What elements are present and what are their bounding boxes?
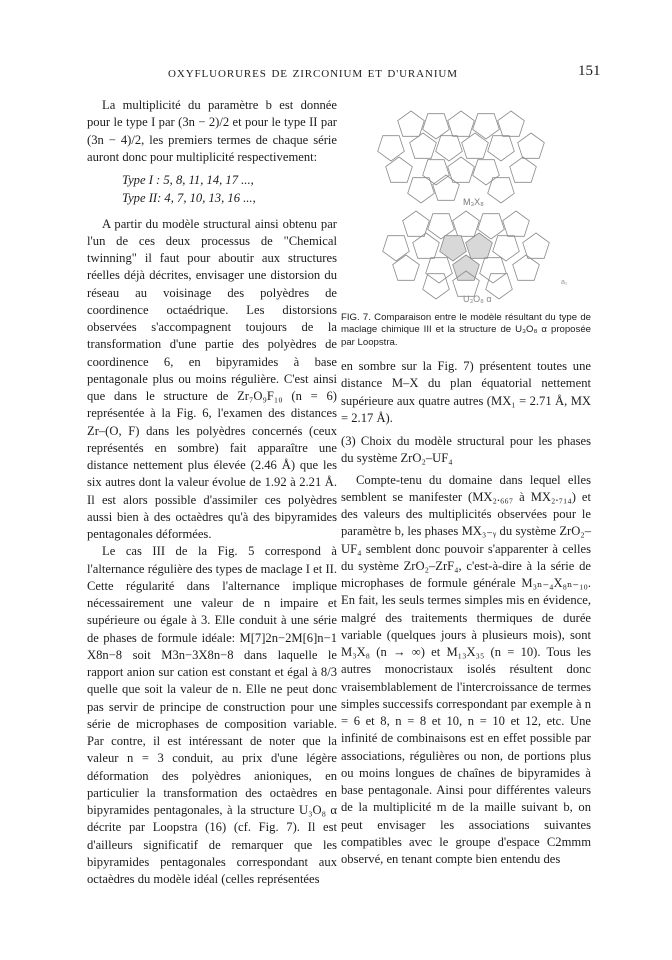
- pentagon-shape: [510, 157, 537, 182]
- pentagon-shape: [433, 175, 460, 200]
- pentagon-shape: [423, 160, 450, 185]
- figure-7: [341, 97, 591, 343]
- label-axes: a₁: [561, 279, 568, 286]
- type-series: [87, 172, 337, 208]
- pentagon-shape: [473, 160, 500, 185]
- type-2-series: Type II: 4, 7, 10, 13, 16 ...,: [122, 191, 256, 206]
- paragraph-multiplicity: La multiplicité du paramètre b est donnée pour le type I par (3n − 2)/2 et pour le type II par (3n − 4)/2, les premiers termes de chaque série auront donc pour multiplicité respectivement:: [87, 98, 337, 164]
- pentagon-shape: [462, 133, 489, 158]
- pentagon-shape: [488, 178, 515, 203]
- pentagon-shape: [423, 274, 450, 299]
- u3o8-tiling: [383, 211, 550, 299]
- pentagon-shape: [488, 136, 515, 161]
- pentagon-shape: [448, 157, 475, 182]
- paragraph-model-choice: Compte-tenu du domaine dans lequel elles semblent se manifester (MX₂.₆₆₇ à MX₂.₇₁₄) et des valeurs des multiplicités observées pour le paramètre b, les phases MX₃₋ᵧ du système ZrO₂–UF₄ semblent donc pouvoir s'apparenter à celles du système ZrO₂–ZrF₄, c'est-à-dire à la série de microphases de formule générale M₃ₙ₋₄X₈ₙ₋₁₀. En fait, les seuls termes simples mis en évidence, malgré des traitements thermiques de durée variable (quelques jours à plusieurs mois), sont M₃X₈ (n → ∞) et M₁₃X₃₅ (n = 10). Tous les autres monocristaux isolés résultent donc vraisemblablement de l'intercroissance de termes simples successifs correspondant par exemple à n = 6 et 8, n = 8 et 10, n = 10 et 12, etc. Une infinité de combinaisons est en effet possible par associations, régulières ou non, de portions plus ou moins longues de chaînes de bipyramides à base pentagonale. Ainsi pour différentes valeurs de la multiplicité m de la maille suivant b, on peut envisager les associations suivantes compatibles avec le groupe d'espace C2mmm observé, en tenant compte bien entendu des: [341, 472, 591, 866]
- pentagon-shape: [503, 211, 530, 236]
- pentagon-shape: [393, 255, 420, 280]
- pentagon-shape: [408, 178, 435, 203]
- pentagon-shape: [398, 111, 425, 136]
- pentagon-shape: [436, 136, 463, 161]
- section-heading: (3) Choix du modèle structural pour les phases du système ZrO₂–UF₄: [341, 434, 591, 466]
- pentagon-shape: [518, 133, 545, 158]
- left-column: [87, 97, 337, 888]
- figure-7-drawing: [341, 97, 591, 307]
- pentagon-shape: [426, 258, 453, 283]
- paragraph-continuation: en sombre sur la Fig. 7) présentent toutes une distance M–X du plan équatorial nettement supérieure aux quatre autres (MX₁ = 2.71 Å, MX = 2.17 Å).: [341, 359, 591, 425]
- paragraph-case-iii: Le cas III de la Fig. 5 correspond à l'alternance régulière des types de maclage I et II. Cette régularité dans l'alternance implique nécessairement une valeur de n impaire et supérieure ou égale à 3. Elle conduit à une série de phases de formule idéale: M[7]2n−2M[6]n−1 X8n−8 soit M3n−3X8n−8 dans laquelle le rapport anion sur cation est constant et égal à 8/3 quelle que soit la valeur de n. Elle ne peut donc pas servir de principe de construction pour une série de microphases de composition variable. Par contre, il est intéressant de noter que la valeur n = 3 conduit, au prix d'une légère déformation des polyèdres anioniques, en particulier la transformation des octaèdres en bipyramides pentagonales, à la structure U₃O₈ α décrite par Loopstra (16) (cf. Fig. 7). Il est d'ailleurs significatif de remarquer que les bipyramides pentagonales correspondant aux octaèdres du modèle idéal (celles représentées: [87, 544, 337, 886]
- pentagon-shape: [428, 214, 455, 239]
- pentagon-shape: [498, 111, 525, 136]
- pentagon-shape: [386, 157, 413, 182]
- figure-7-caption: FIG. 7. Comparaison entre le modèle résultant du type de maclage chimique III et la structure de U₃O₈ α proposée par Loopstra.: [341, 312, 591, 348]
- model-tiling: [378, 111, 545, 203]
- pentagon-shape: [513, 255, 540, 280]
- pentagon-shape: [480, 258, 507, 283]
- pentagon-shape: [523, 233, 550, 258]
- pentagon-shape: [448, 111, 475, 136]
- page-header: [0, 63, 672, 85]
- pentagon-shape: [383, 236, 410, 261]
- pentagon-shape: [403, 211, 430, 236]
- page-number: 151: [578, 63, 601, 79]
- label-m3x8: M₃X₈: [463, 197, 484, 207]
- label-u3o8: U₃O₈ α: [463, 294, 492, 304]
- right-column: [341, 358, 591, 868]
- pentagon-shape: [413, 233, 440, 258]
- type-1-series: Type I : 5, 8, 11, 14, 17 ...,: [122, 173, 254, 187]
- pentagon-shape: [473, 114, 500, 139]
- pentagon-shape: [378, 136, 405, 161]
- paragraph-structural-model: A partir du modèle structural ainsi obtenu par l'un de ces deux processus de "Chemical twinning" il faut pour aboutir aux structures réelles déjà décrites, envisager une distorsion du réseau au voisinage des polyèdres de coordinence octaédrique. Les distorsions observées s'accompagnent toujours de la transformation d'une partie des polyèdres de coordinence 6, en bipyramides à base pentagonale plus ou moins régulière. C'est ainsi que dans le structure de Zr₇O₉F₁₀ (n = 6) représentée à la Fig. 6, l'examen des distances Zr–(O, F) dans les polyèdres concernés (ceux représentés en sombre) fait apparaître une distance nettement plus élevée (2.46 Å) que les six autres dont la valeur évolue de 1.92 à 2.21 Å. Il est alors possible d'assimiler ces polyèdres aussi bien à des octaèdres qu'à des bipyramides pentagonales déformées.: [87, 216, 337, 541]
- pentagon-shape: [493, 236, 520, 261]
- running-title: OXYFLUORURES DE ZIRCONIUM ET D'URANIUM: [168, 68, 458, 80]
- pentagon-shape: [453, 211, 480, 236]
